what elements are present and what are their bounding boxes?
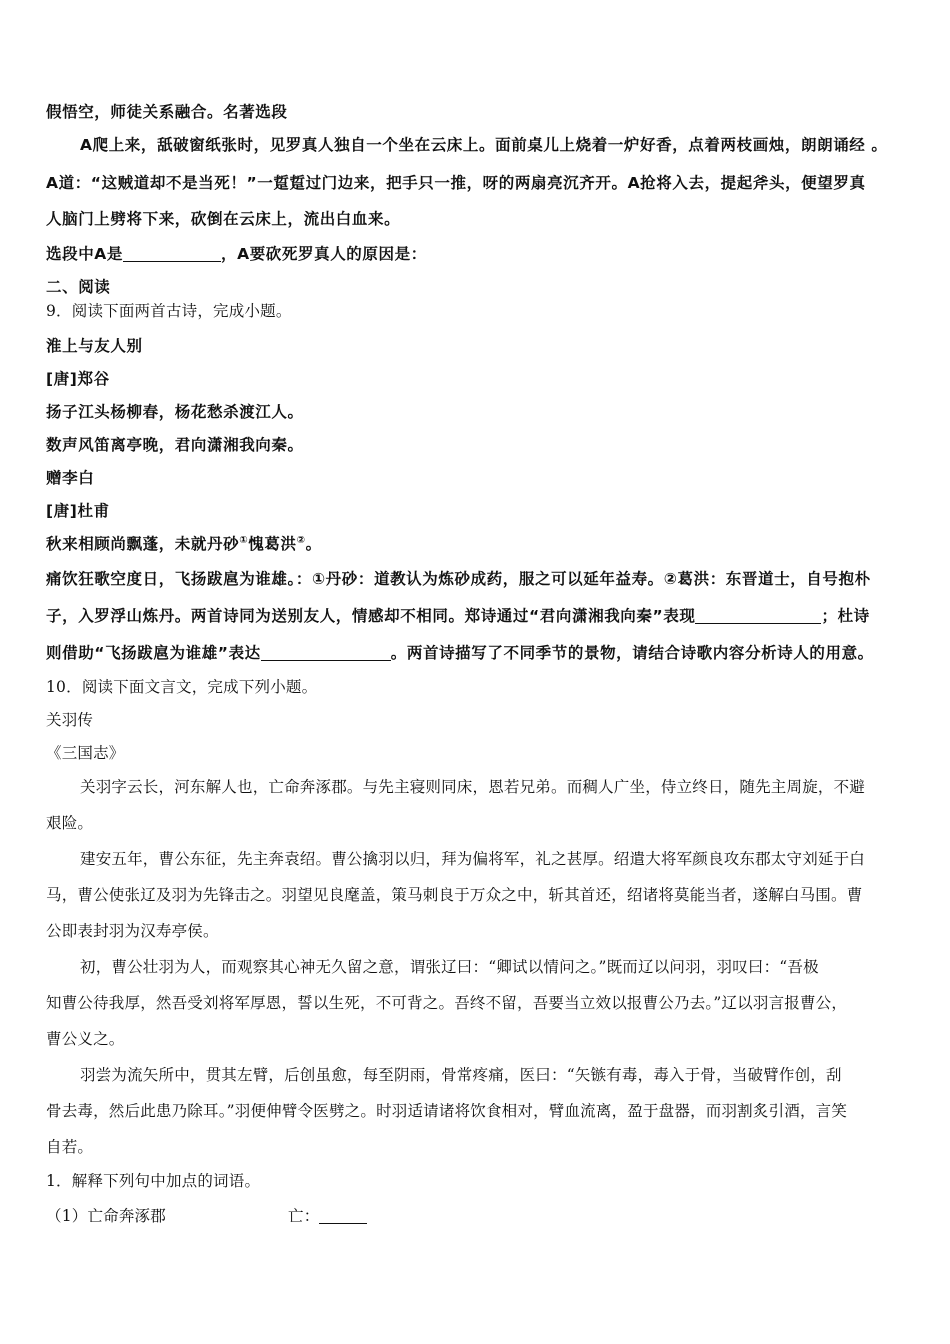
note-marker-2: ② — [296, 535, 306, 546]
excerpt-line-3: 人脑门上劈将下来，砍倒在云床上，流出白血来。 — [46, 210, 401, 228]
answer-blank-2[interactable] — [261, 644, 391, 661]
paragraph-3-line-1: 初，曹公壮羽为人，而观察其心神无久留之意，谓张辽曰：“卿试以情问之。”既而辽以问羽，羽叹曰：“吾极 — [80, 958, 819, 976]
paragraph-3-line-3: 曹公义之。 — [46, 1030, 125, 1048]
question-10-heading: 10．阅读下面文言文，完成下列小题。 — [46, 678, 318, 696]
paragraph-1-line-2: 艰险。 — [46, 814, 94, 832]
paragraph-2-line-2: 马，曹公使张辽及羽为先锋击之。羽望见良麾盖，策马刺良于万众之中，斩其首还，绍诸将莫能当者，遂解白马围。曹 — [46, 886, 863, 904]
paragraph-4-line-2: 骨去毒，然后此患乃除耳。”羽便伸臂令医劈之。时羽适请诸将饮食相对，臂血流离，盈于盘器，而羽割炙引酒，言笑 — [46, 1102, 848, 1120]
question-8-line — [46, 243, 908, 265]
item-label: 亡： — [288, 1207, 320, 1225]
poem-2-line-2-with-notes: 痛饮狂歌空度日，飞扬跋扈为谁雄。：①丹砂：道教认为炼砂成药，服之可以延年益寿。②葛洪：东晋道士，自号抱朴 — [46, 570, 871, 588]
question-9-line-1 — [46, 605, 908, 627]
poem-2-line-1-b: 愧葛洪 — [248, 535, 297, 553]
poem-2-line-1-c: 。 — [305, 535, 322, 553]
poem-1-title: 淮上与友人别 — [46, 337, 143, 355]
item-text: （1）亡命奔涿郡 — [46, 1207, 166, 1225]
paragraph-2-line-1: 建安五年，曹公东征，先主奔袁绍。曹公擒羽以归，拜为偏将军，礼之甚厚。绍遣大将军颜良攻东郡太守刘延于白 — [80, 850, 866, 868]
poem-1-author: [唐]郑谷 — [46, 370, 110, 388]
sub-question-1: 1．解释下列句中加点的词语。 — [46, 1172, 261, 1190]
intro-line: 假悟空，师徒关系融合。名著选段 — [46, 103, 288, 121]
paragraph-2-line-3: 公即表封羽为汉寿亭侯。 — [46, 922, 219, 940]
question-9-text-b: ；杜诗 — [821, 607, 870, 625]
poem-2-line-1 — [46, 533, 908, 555]
poem-1-line-1: 扬子江头杨柳春，杨花愁杀渡江人。 — [46, 403, 304, 421]
poem-2-author: [唐]杜甫 — [46, 502, 110, 520]
paragraph-1-line-1: 关羽字云长，河东解人也，亡命奔涿郡。与先主寝则同床，恩若兄弟。而稠人广坐，侍立终日，随先主周旋，不避 — [80, 778, 866, 796]
paragraph-4-line-3: 自若。 — [46, 1138, 94, 1156]
question-9-text-c: 则借助“飞扬跋扈为谁雄”表达 — [46, 644, 261, 662]
answer-blank-3[interactable] — [319, 1207, 367, 1224]
text-source: 《三国志》 — [46, 744, 125, 762]
question-9-text-a: 子，入罗浮山炼丹。两首诗同为送别友人，情感却不相同。郑诗通过“君向潇湘我向秦”表现 — [46, 607, 696, 625]
question-8-text-a: 选段中A是 — [46, 245, 123, 263]
paragraph-3-line-2: 知曹公待我厚，然吾受刘将军厚恩，誓以生死，不可背之。吾终不留，吾要当立效以报曹公乃去。”辽以羽言报曹公， — [46, 994, 848, 1012]
question-9-heading: 9．阅读下面两首古诗，完成小题。 — [46, 302, 292, 320]
answer-blank-1[interactable] — [695, 607, 821, 624]
answer-blank[interactable] — [123, 245, 221, 262]
poem-2-line-1-a: 秋来相顾尚飘蓬，未就丹砂 — [46, 535, 240, 553]
sub-question-1-item — [46, 1205, 908, 1227]
question-9-text-d: 。两首诗描写了不同季节的景物，请结合诗歌内容分析诗人的用意。 — [390, 644, 874, 662]
paragraph-4-line-1: 羽尝为流矢所中，贯其左臂，后创虽愈，每至阴雨，骨常疼痛，医曰：“矢镞有毒，毒入于骨，当破臂作创，刮 — [80, 1066, 842, 1084]
poem-2-title: 赠李白 — [46, 469, 95, 487]
note-marker-1: ① — [239, 535, 249, 546]
section-heading: 二、阅读 — [46, 278, 111, 296]
excerpt-line-1: A爬上来，舐破窗纸张时，见罗真人独自一个坐在云床上。面前桌儿上烧着一炉好香，点着两枝画烛，朗朗诵经 。 — [80, 136, 888, 154]
excerpt-line-2: A道：“这贼道却不是当死！”一踅踅过门边来，把手只一推，呀的两扇亮沉齐开。A抢将入去，提起斧头，便望罗真 — [46, 174, 866, 192]
question-8-text-b: ，A要砍死罗真人的原因是： — [221, 245, 427, 263]
question-9-line-2 — [46, 642, 908, 664]
text-title: 关羽传 — [46, 711, 94, 729]
poem-1-line-2: 数声风笛离亭晚，君向潇湘我向秦。 — [46, 436, 304, 454]
